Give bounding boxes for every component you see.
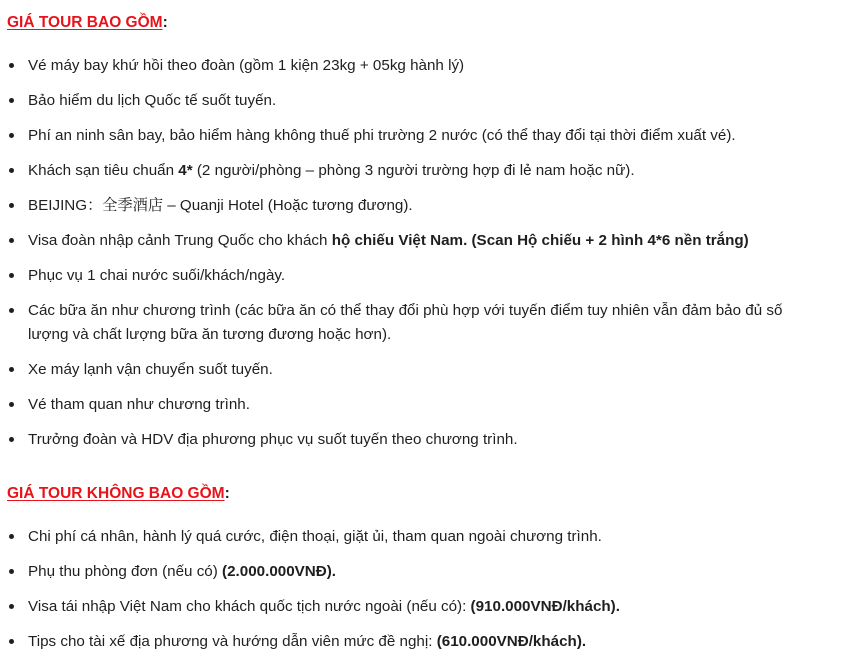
list-item: Chi phí cá nhân, hành lý quá cước, điện thoại, giặt ủi, tham quan ngoài chương trình. bbox=[0, 525, 846, 549]
list-item: Visa đoàn nhập cảnh Trung Quốc cho khách hộ chiếu Việt Nam. (Scan Hộ chiếu + 2 hình 4*6 nền trắng) bbox=[0, 229, 846, 253]
included-list bbox=[0, 54, 846, 452]
list-item: Trưởng đoàn và HDV địa phương phục vụ suốt tuyến theo chương trình. bbox=[0, 428, 846, 452]
list-item: Vé máy bay khứ hồi theo đoàn (gồm 1 kiện 23kg + 05kg hành lý) bbox=[0, 54, 846, 78]
list-item: Các bữa ăn như chương trình (các bữa ăn có thể thay đổi phù hợp với tuyến điểm tuy nhiên vẫn đảm bảo đủ số lượng và chất lượng bữa ăn tương đương hoặc hơn). bbox=[0, 299, 846, 347]
list-item: BEIJING：全季酒店 – Quanji Hotel (Hoặc tương đương). bbox=[0, 194, 846, 218]
excluded-heading: GIÁ TOUR KHÔNG BAO GỒM: bbox=[7, 485, 230, 502]
excluded-heading-text: GIÁ TOUR KHÔNG BAO GỒM bbox=[7, 485, 225, 502]
list-item: Phụ thu phòng đơn (nếu có) (2.000.000VNĐ). bbox=[0, 560, 846, 584]
list-item: Phục vụ 1 chai nước suối/khách/ngày. bbox=[0, 264, 846, 288]
included-heading-text: GIÁ TOUR BAO GỒM bbox=[7, 14, 163, 31]
list-item: Khách sạn tiêu chuẩn 4* (2 người/phòng – phòng 3 người trường hợp đi lẻ nam hoặc nữ). bbox=[0, 159, 846, 183]
list-item: Bảo hiểm du lịch Quốc tế suốt tuyến. bbox=[0, 89, 846, 113]
included-heading: GIÁ TOUR BAO GỒM: bbox=[7, 14, 168, 31]
list-item: Visa tái nhập Việt Nam cho khách quốc tịch nước ngoài (nếu có): (910.000VNĐ/khách). bbox=[0, 595, 846, 619]
excluded-list bbox=[0, 525, 846, 654]
list-item: Vé tham quan như chương trình. bbox=[0, 393, 846, 417]
list-item: Xe máy lạnh vận chuyển suốt tuyến. bbox=[0, 358, 846, 382]
list-item: Tips cho tài xế địa phương và hướng dẫn viên mức đề nghị: (610.000VNĐ/khách). bbox=[0, 630, 846, 654]
list-item: Phí an ninh sân bay, bảo hiểm hàng không thuế phi trường 2 nước (có thể thay đổi tại thời điểm xuất vé). bbox=[0, 124, 846, 148]
